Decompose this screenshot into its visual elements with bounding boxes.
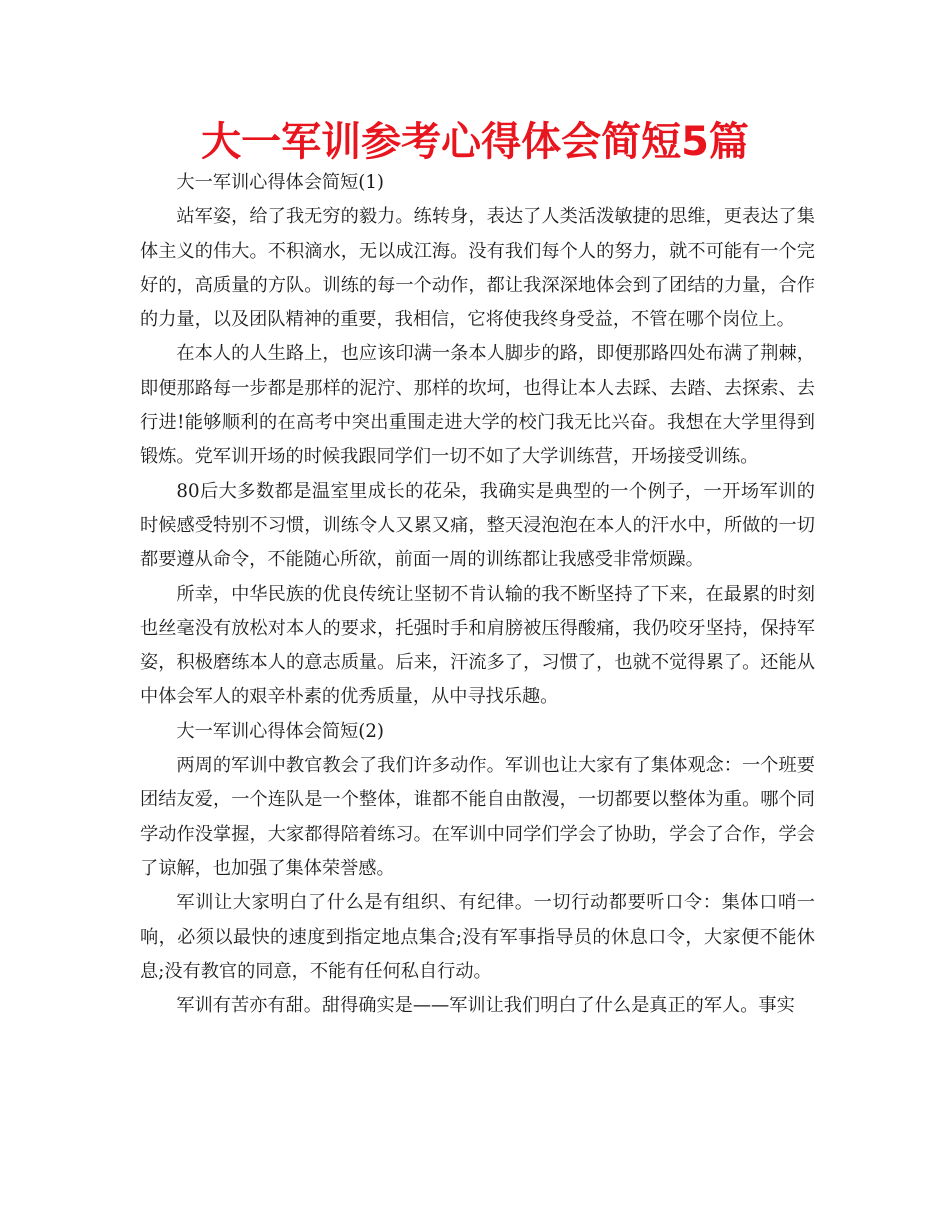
paragraph: 两周的军训中教官教会了我们许多动作。军训也让大家有了集体观念：一个班要团结友爱，一个连队是一个整体，谁都不能自由散漫，一切都要以整体为重。哪个同学动作没掌握，大家都得陪着练习。在军训中同学们学会了协助，学会了合作，学会了谅解，也加强了集体荣誉感。 bbox=[140, 755, 815, 879]
paragraph: 80后大多数都是温室里成长的花朵，我确实是典型的一个例子，一开场军训的时候感受特别不习惯，训练令人又累又痛，整天浸泡泡在本人的汗水中，所做的一切都要遵从命令，不能随心所欲，前面一周的训练都让我感受非常烦躁。 bbox=[140, 480, 815, 571]
paragraph: 军训有苦亦有甜。甜得确实是——军训让我们明白了什么是真正的军人。事实 bbox=[176, 995, 795, 1017]
paragraph: 站军姿，给了我无穷的毅力。练转身，表达了人类活泼敏捷的思维，更表达了集体主义的伟大。不积滴水，无以成江海。没有我们每个人的努力，就不可能有一个完好的，高质量的方队。训练的每一个动作，都让我深深地体会到了团结的力量，合作的力量，以及团队精神的重要，我相信，它将使我终身受益，不管在哪个岗位上。 bbox=[140, 206, 815, 331]
document-body bbox=[140, 166, 815, 1023]
section-heading-2: 大一军训心得体会简短(2) bbox=[176, 720, 385, 742]
paragraph: 所幸，中华民族的优良传统让坚韧不肯认输的我不断坚持了下来，在最累的时刻也丝毫没有放松对本人的要求，托强时手和肩膀被压得酸痛，我仍咬牙坚持，保持军姿，积极磨练本人的意志质量。后来，汗流多了，习惯了，也就不觉得累了。还能从中体会军人的艰辛朴素的优秀质量，从中寻找乐趣。 bbox=[140, 583, 815, 708]
paragraph: 军训让大家明白了什么是有组织、有纪律。一切行动都要听口令：集体口哨一响，必须以最快的速度到指定地点集合;没有军事指导员的休息口令，大家便不能休息;没有教官的同意，不能有任何私自行动。 bbox=[140, 892, 815, 982]
section-heading-1: 大一军训心得体会简短(1) bbox=[176, 172, 385, 193]
document-title: 大一军训参考心得体会简短5篇 bbox=[201, 119, 749, 165]
paragraph: 在本人的人生路上，也应该印满一条本人脚步的路，即便那路四处布满了荆棘，即便那路每一步都是那样的泥泞、那样的坎坷，也得让本人去踩、去踏、去探索、去行进!能够顺利的在高考中突出重围走进大学的校门我无比兴奋。我想在大学里得到锻炼。党军训开场的时候我跟同学们一切不如了大学训练营，开场接受训练。 bbox=[140, 343, 815, 468]
